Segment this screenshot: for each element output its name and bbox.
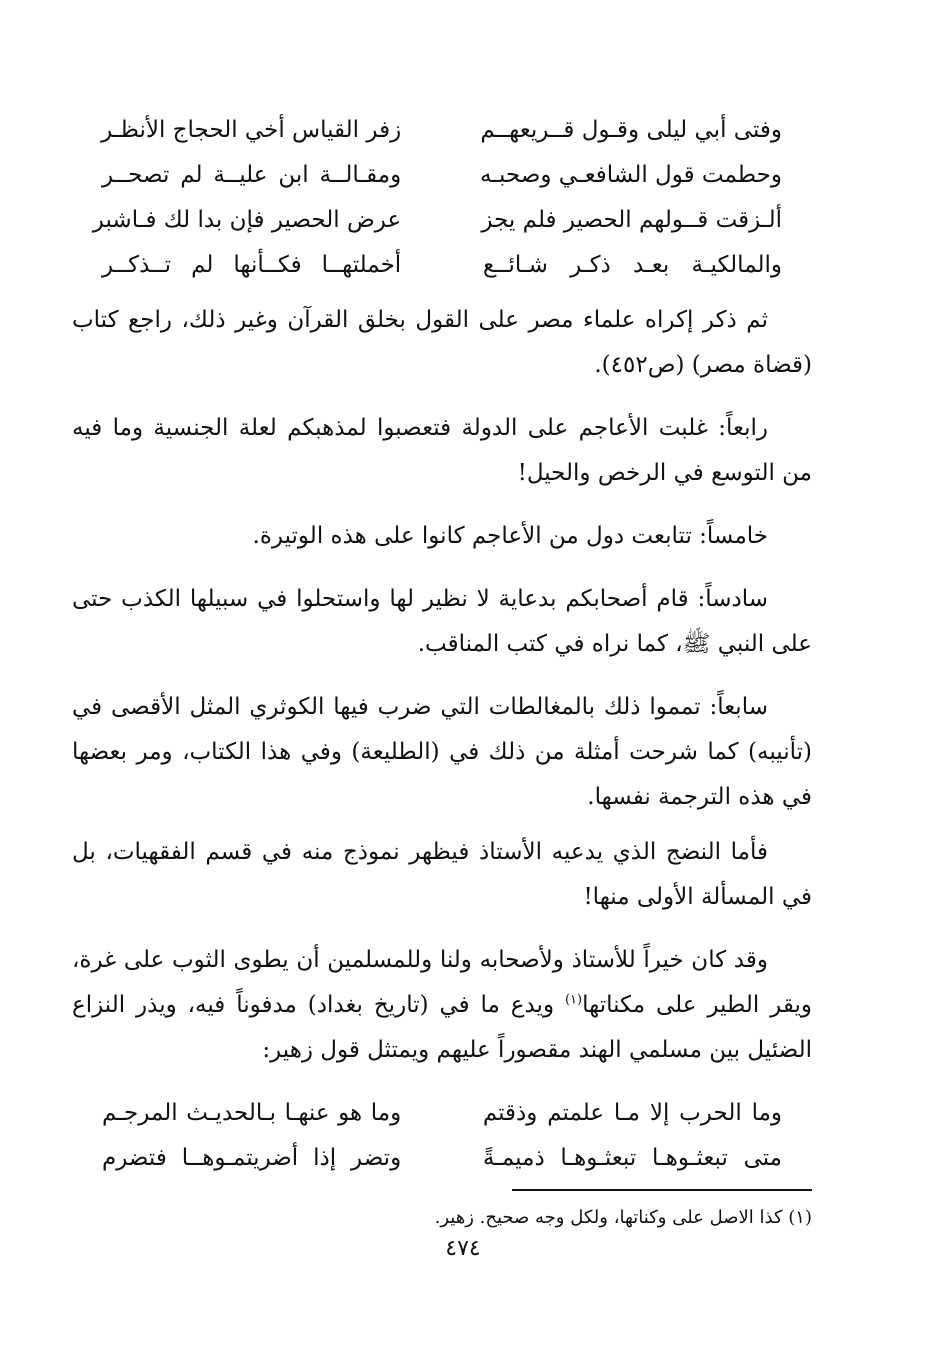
verse-first-hemistich: متى تبعثـوهـا تبعثـوهـا ذميمـةً xyxy=(482,1145,782,1171)
page-number: ٤٧٤ xyxy=(445,1236,481,1261)
verse-second-hemistich: وما هو عنهـا بـالحديـث المرجـم xyxy=(102,1100,402,1126)
verse-line xyxy=(102,1136,782,1181)
paragraph-text: وقد كان خيراً للأستاذ ولأصحابه ولنا وللمسلمين أن يطوى الثوب على غرة، ويقر الطير على مكناتها xyxy=(72,947,812,1018)
verse-line xyxy=(102,153,782,198)
paragraph: خامساً: تتابعت دول من الأعاجم كانوا على هذه الوتيرة. xyxy=(252,523,768,549)
verse-line xyxy=(102,1091,782,1136)
paragraph: سابعاً: تمموا ذلك بالمغالطات التي ضرب فيها الكوثري المثل الأقصى في (تأنيبه) كما شرحت أمثلة من ذلك في (الطليعة) وفي هذا الكتاب، ومر بعضها في هذه الترجمة نفسها. xyxy=(72,694,812,810)
verse-second-hemistich: ومقـالــة ابن عليــة لم تصحــر xyxy=(102,162,402,188)
verse-first-hemistich: وحطمت قول الشافعـي وصحبـه xyxy=(479,162,782,188)
verse-first-hemistich: وفتى أبي ليلى وقـول قــريعهــم xyxy=(480,117,782,143)
footnote-divider xyxy=(512,1189,812,1191)
footnote: (١) كذا الاصل على وكناتها، ولكل وجه صحيح. زهير. xyxy=(434,1207,812,1228)
footnote-marker[interactable]: (١) xyxy=(564,992,583,1008)
verse-second-hemistich: أخملتهــا فكــأنها لم تــذكــر xyxy=(102,252,402,278)
verse-second-hemistich: وتضر إذا أضريتمـوهــا فتضرم xyxy=(102,1145,402,1171)
verse-line xyxy=(102,108,782,153)
paragraph: فأما النضج الذي يدعيه الأستاذ فيظهر نموذج منه في قسم الفقهيات، بل في المسألة الأولى منها! xyxy=(72,839,812,910)
verse-first-hemistich: والمالكيـة بعـد ذكـر شـائــع xyxy=(482,252,782,278)
verse-line xyxy=(102,243,782,288)
verse-second-hemistich: عرض الحصير فإن بدا لك فـاشبر xyxy=(92,207,402,233)
verse-first-hemistich: ألـزقت قــولهم الحصير فلم يجز xyxy=(481,207,782,233)
paragraph: رابعاً: غلبت الأعاجم على الدولة فتعصبوا لمذهبكم لعلة الجنسية وما فيه من التوسع في الرخص والحيل! xyxy=(72,415,812,486)
paragraph: ثم ذكر إكراه علماء مصر على القول بخلق القرآن وغير ذلك، راجع كتاب (قضاة مصر) (ص٤٥٢). xyxy=(72,307,812,378)
paragraph xyxy=(72,938,812,1073)
poem-block-1 xyxy=(92,108,782,288)
verse-first-hemistich: وما الحرب إلا مـا علمتم وذقتم xyxy=(482,1100,782,1126)
page-body xyxy=(72,108,812,1233)
paragraph: سادساً: قام أصحابكم بدعاية لا نظير لها واستحلوا في سبيلها الكذب حتى على النبي ﷺ، كما نراه في كتب المناقب. xyxy=(72,586,812,657)
paragraph-text: ويدع ما في (تاريخ بغداد) مدفوناً فيه، ويذر النزاع الضئيل بين مسلمي الهند مقصوراً عليهم ويمتثل قول زهير: xyxy=(72,992,812,1063)
verse-line xyxy=(92,198,782,243)
verse-second-hemistich: زفر القياس أخي الحجاج الأنظـر xyxy=(101,117,402,143)
poem-block-2 xyxy=(102,1091,782,1181)
